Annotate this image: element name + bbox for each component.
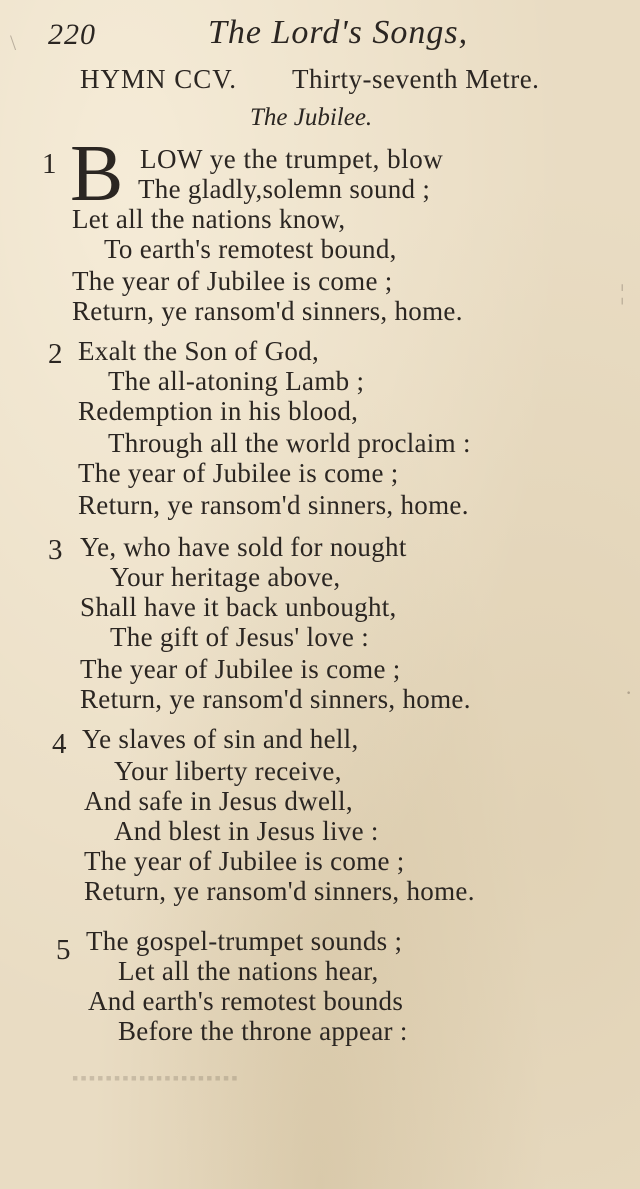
ink-bleed-through: ▪▪▪▪▪▪▪▪▪▪▪▪▪▪▪▪▪▪▪▪ [70, 1068, 238, 1088]
verse-line: And safe in Jesus dwell, [84, 786, 353, 816]
verse-line: LOW ye the trumpet, blow [140, 144, 444, 174]
verse-line: Through all the world proclaim : [108, 428, 471, 458]
verse-line: Shall have it back unbought, [80, 592, 397, 622]
verse-line: Your liberty receive, [114, 756, 342, 786]
verse-line: Exalt the Son of God, [78, 336, 320, 366]
margin-mark: · [625, 680, 633, 705]
verse-line: Let all the nations hear, [118, 956, 379, 986]
verse-line: Let all the nations know, [72, 204, 346, 234]
verse-line: Your heritage above, [110, 562, 341, 592]
verse-line: To earth's remotest bound, [104, 234, 397, 264]
verse-line: Return, ye ransom'd sinners, home. [80, 684, 471, 714]
verse-line: Return, ye ransom'd sinners, home. [84, 876, 475, 906]
hymn-title: The Jubilee. [250, 104, 373, 131]
verse-line: And blest in Jesus live : [114, 816, 379, 846]
margin-mark: ¦ [620, 280, 625, 305]
verse-line: The year of Jubilee is come ; [80, 654, 401, 684]
stanza-number: 2 [48, 338, 63, 370]
stanza-number: 1 [42, 148, 57, 180]
verse-line: Ye slaves of sin and hell, [82, 724, 359, 754]
verse-line: Ye, who have sold for nought [80, 532, 407, 562]
verse-line: The all-atoning Lamb ; [108, 366, 365, 396]
stanza-number: 4 [52, 728, 67, 760]
verse-line: Return, ye ransom'd sinners, home. [72, 296, 463, 326]
verse-line: Redemption in his blood, [78, 396, 359, 426]
verse-line: The year of Jubilee is come ; [72, 266, 393, 296]
running-head [40, 12, 630, 56]
verse-line: And earth's remotest bounds [88, 986, 404, 1016]
margin-mark: \ [10, 30, 17, 55]
verse-line: Return, ye ransom'd sinners, home. [78, 490, 469, 520]
running-title: The Lord's Songs, [208, 14, 469, 51]
hymn-number: HYMN CCV. [80, 64, 238, 94]
verse-line: The gospel-trumpet sounds ; [86, 926, 403, 956]
verse-line: The gift of Jesus' love : [110, 622, 370, 652]
drop-cap: B [70, 130, 124, 218]
verse-line: The gladly,solemn sound ; [138, 174, 431, 204]
stanza-number: 5 [56, 934, 71, 966]
verse-line: The year of Jubilee is come ; [78, 458, 399, 488]
stanza-number: 3 [48, 534, 63, 566]
verse-line: Before the throne appear : [118, 1016, 408, 1046]
verse-line: The year of Jubilee is come ; [84, 846, 405, 876]
page-number: 220 [48, 18, 96, 51]
hymn-metre: Thirty-seventh Metre. [292, 64, 540, 94]
